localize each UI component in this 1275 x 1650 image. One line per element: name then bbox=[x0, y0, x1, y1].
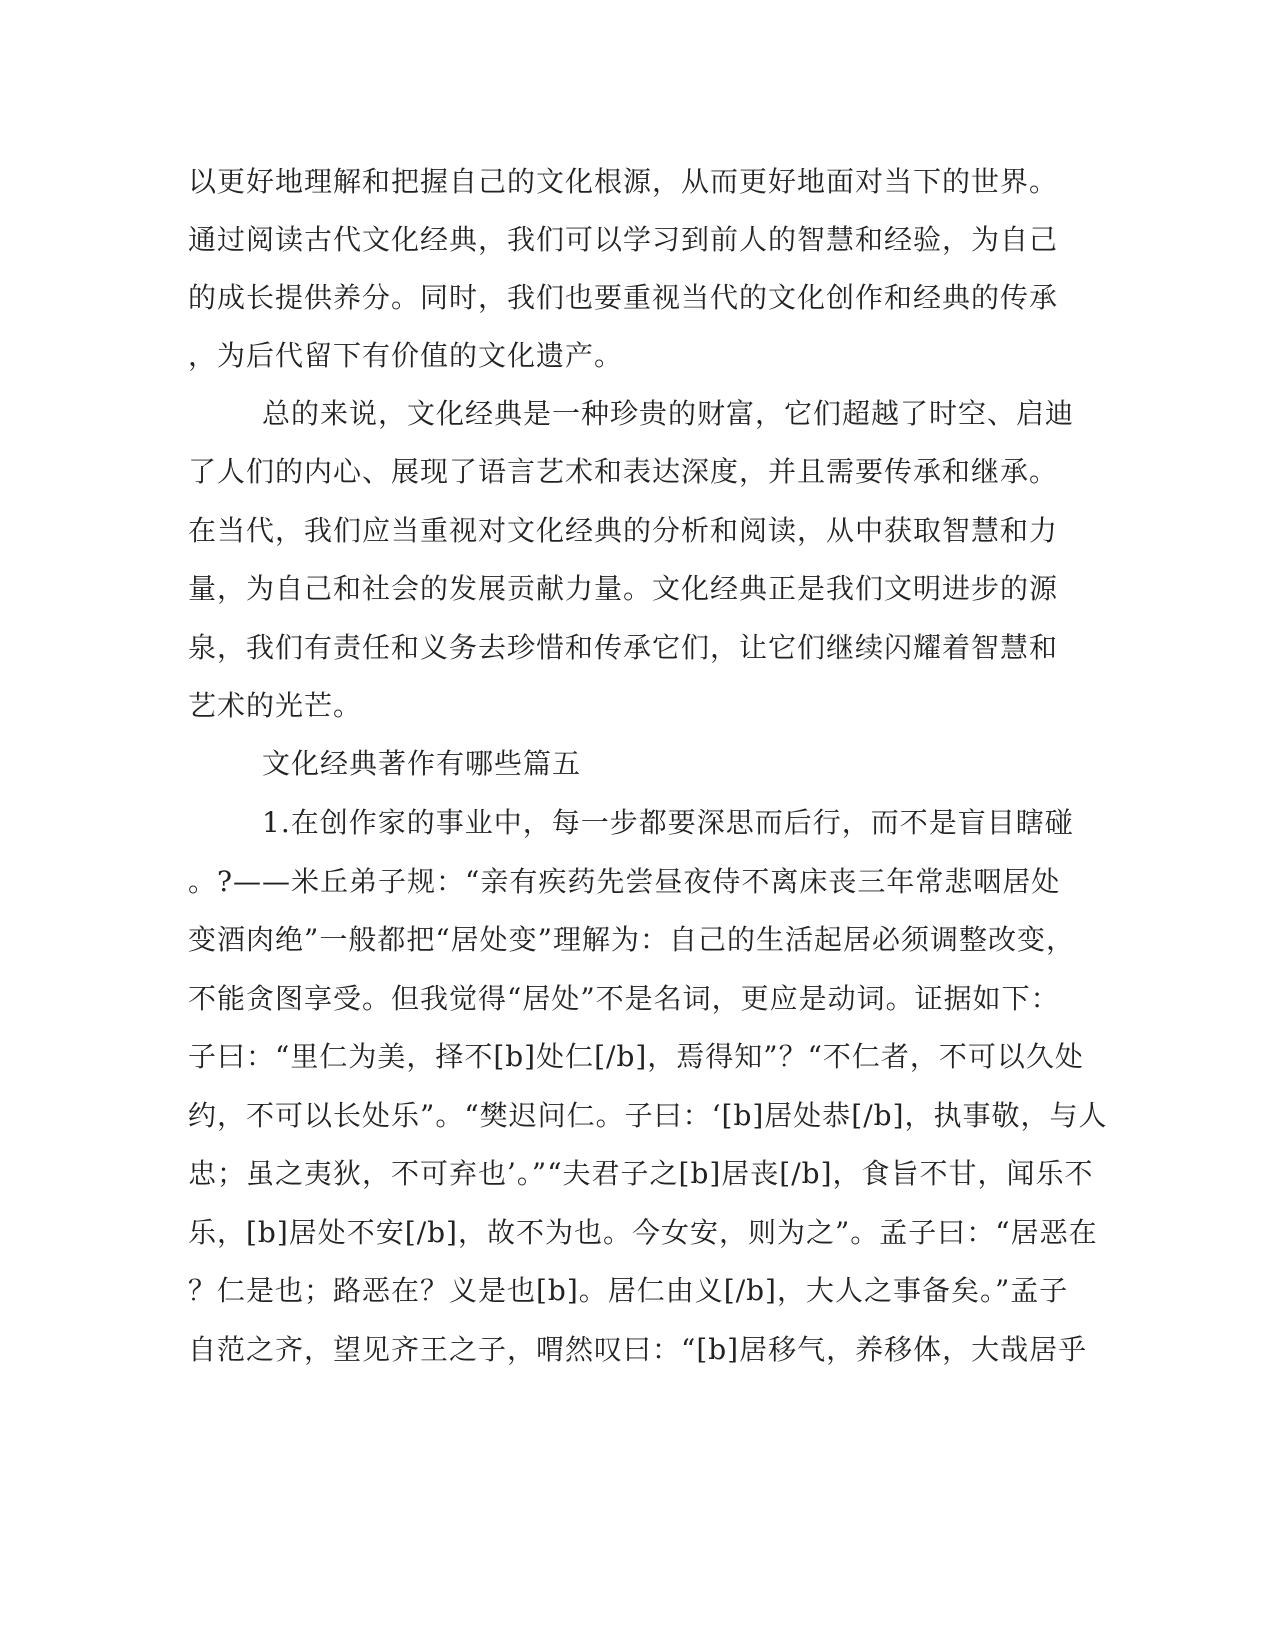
paragraph-line: 自范之齐，望见齐王之子，喟然叹曰：“[b]居移气，养移体，大哉居乎 bbox=[188, 1333, 1088, 1366]
paragraph-line: 1.在创作家的事业中，每一步都要深思而后行，而不是盲目瞎碰 bbox=[262, 806, 1074, 839]
paragraph-line: 艺术的光芒。 bbox=[188, 689, 363, 722]
paragraph-line: 变酒肉绝”一般都把“居处变”理解为：自己的生活起居必须调整改变， bbox=[188, 923, 1075, 956]
paragraph-line: 的成长提供养分。同时，我们也要重视当代的文化创作和经典的传承 bbox=[188, 281, 1059, 314]
paragraph-line: 在当代，我们应当重视对文化经典的分析和阅读，从中获取智慧和力 bbox=[188, 514, 1059, 547]
paragraph-line: 泉，我们有责任和义务去珍惜和传承它们，让它们继续闪耀着智慧和 bbox=[188, 631, 1059, 664]
paragraph-line: 了人们的内心、展现了语言艺术和表达深度，并且需要传承和继承。 bbox=[188, 455, 1059, 488]
paragraph-line: 忠；虽之夷狄，不可弃也’。”“夫君子之[b]居丧[/b]，食旨不甘，闻乐不 bbox=[188, 1157, 1094, 1190]
paragraph-line: 量，为自己和社会的发展贡献力量。文化经典正是我们文明进步的源 bbox=[188, 572, 1059, 605]
paragraph-line: 乐，[b]居处不安[/b]，故不为也。今女安，则为之”。孟子曰：“居恶在 bbox=[188, 1216, 1098, 1249]
paragraph-line: 。?——米丘弟子规：“亲有疾药先尝昼夜侍不离床丧三年常悲咽居处 bbox=[188, 865, 1061, 898]
paragraph-line: 总的来说，文化经典是一种珍贵的财富，它们超越了时空、启迪 bbox=[262, 397, 1075, 430]
paragraph-line: 约，不可以长处乐”。“樊迟问仁。子曰：‘[b]居处恭[/b]，执事敬，与人 bbox=[188, 1099, 1108, 1132]
paragraph-line: 不能贪图享受。但我觉得“居处”不是名词，更应是动词。证据如下： bbox=[188, 982, 1060, 1015]
section-heading: 文化经典著作有哪些篇五 bbox=[262, 747, 582, 780]
paragraph-line: 以更好地理解和把握自己的文化根源，从而更好地面对当下的世界。 bbox=[188, 165, 1059, 198]
paragraph-line: ，为后代留下有价值的文化遗产。 bbox=[188, 339, 624, 372]
paragraph-line: ？仁是也；路恶在？义是也[b]。居仁由义[/b]，大人之事备矣。”孟子 bbox=[188, 1274, 1069, 1307]
paragraph-line: 通过阅读古代文化经典，我们可以学习到前人的智慧和经验，为自己 bbox=[188, 223, 1059, 256]
paragraph-line: 子曰：“里仁为美，择不[b]处仁[/b]，焉得知”？“不仁者，不可以久处 bbox=[188, 1040, 1084, 1073]
